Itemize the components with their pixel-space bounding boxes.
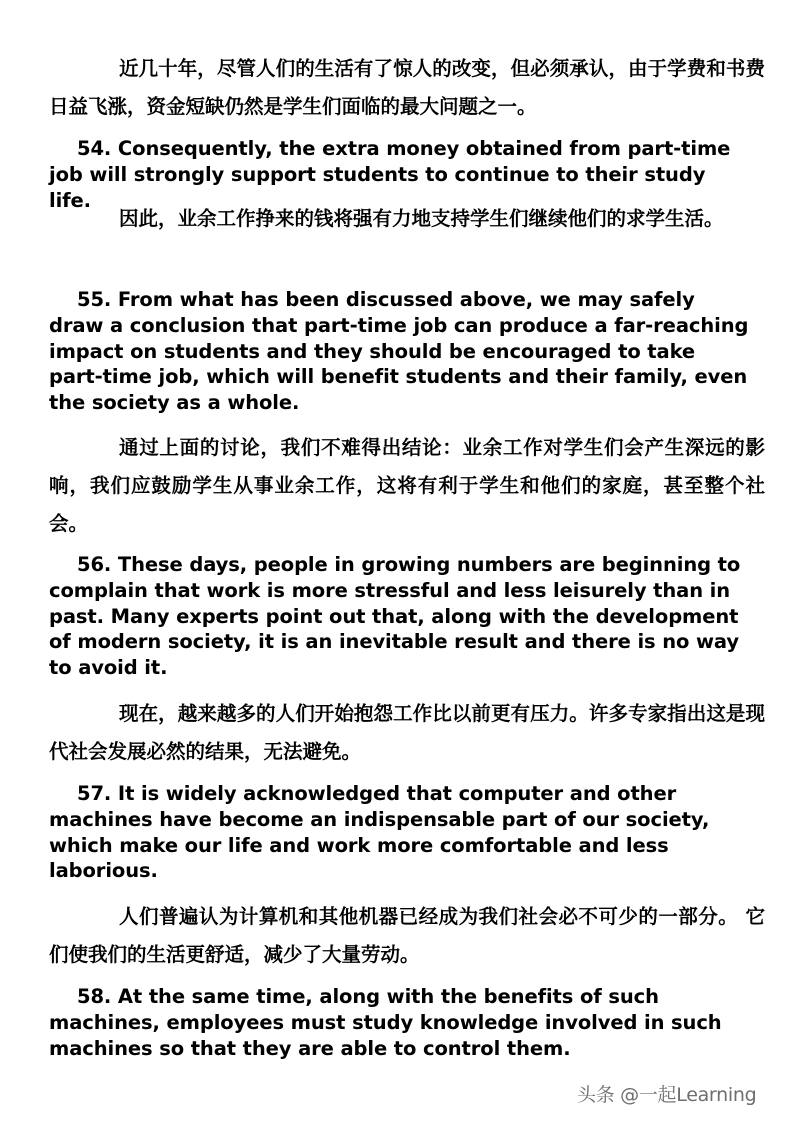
- paragraph-en-58: 58. At the same time, along with the benefits of such machines, employees must study knowledge involved in such machines so that they are able to control them.: [49, 985, 722, 1060]
- paragraph-en-57: 57. It is widely acknowledged that computer and other machines have become an indispensable part of our society, which make our life and work more comfortable and less laborious.: [49, 782, 710, 883]
- paragraph-zh-57: 人们普遍认为计算机和其他机器已经成为我们社会必不可少的一部分。 它们使我们的生活更舒适，减少了大量劳动。: [49, 905, 765, 966]
- paragraph-zh-54: 因此，业余工作挣来的钱将强有力地支持学生们继续他们的求学生活。: [119, 207, 724, 230]
- paragraph-en-54: 54. Consequently, the extra money obtained from part-time job will strongly support students to continue to their study life.: [49, 137, 731, 212]
- watermark-text: 头条 @一起Learning: [577, 1084, 757, 1106]
- paragraph-zh-56: 现在，越来越多的人们开始抱怨工作比以前更有压力。许多专家指出这是现代社会发展必然的结果，无法避免。: [49, 702, 765, 763]
- paragraph-zh-55: 通过上面的讨论，我们不难得出结论：业余工作对学生们会产生深远的影响，我们应鼓励学生从事业余工作，这将有利于学生和他们的家庭，甚至整个社会。: [49, 436, 765, 535]
- paragraph-en-56: 56. These days, people in growing numbers are beginning to complain that work is more stressful and less leisurely than in past. Many experts point out that, along with the development of modern society, it is an inevitable result and there is no way to avoid it.: [49, 553, 741, 680]
- paragraph-en-55: 55. From what has been discussed above, we may safely draw a conclusion that part-time job can produce a far-reaching impact on students and they should be encouraged to take part-time job, which will benefit students and their family, even the society as a whole.: [49, 288, 749, 415]
- paragraph-zh-intro: 近几十年，尽管人们的生活有了惊人的改变，但必须承认，由于学费和书费日益飞涨，资金短缺仍然是学生们面临的最大问题之一。: [49, 57, 765, 118]
